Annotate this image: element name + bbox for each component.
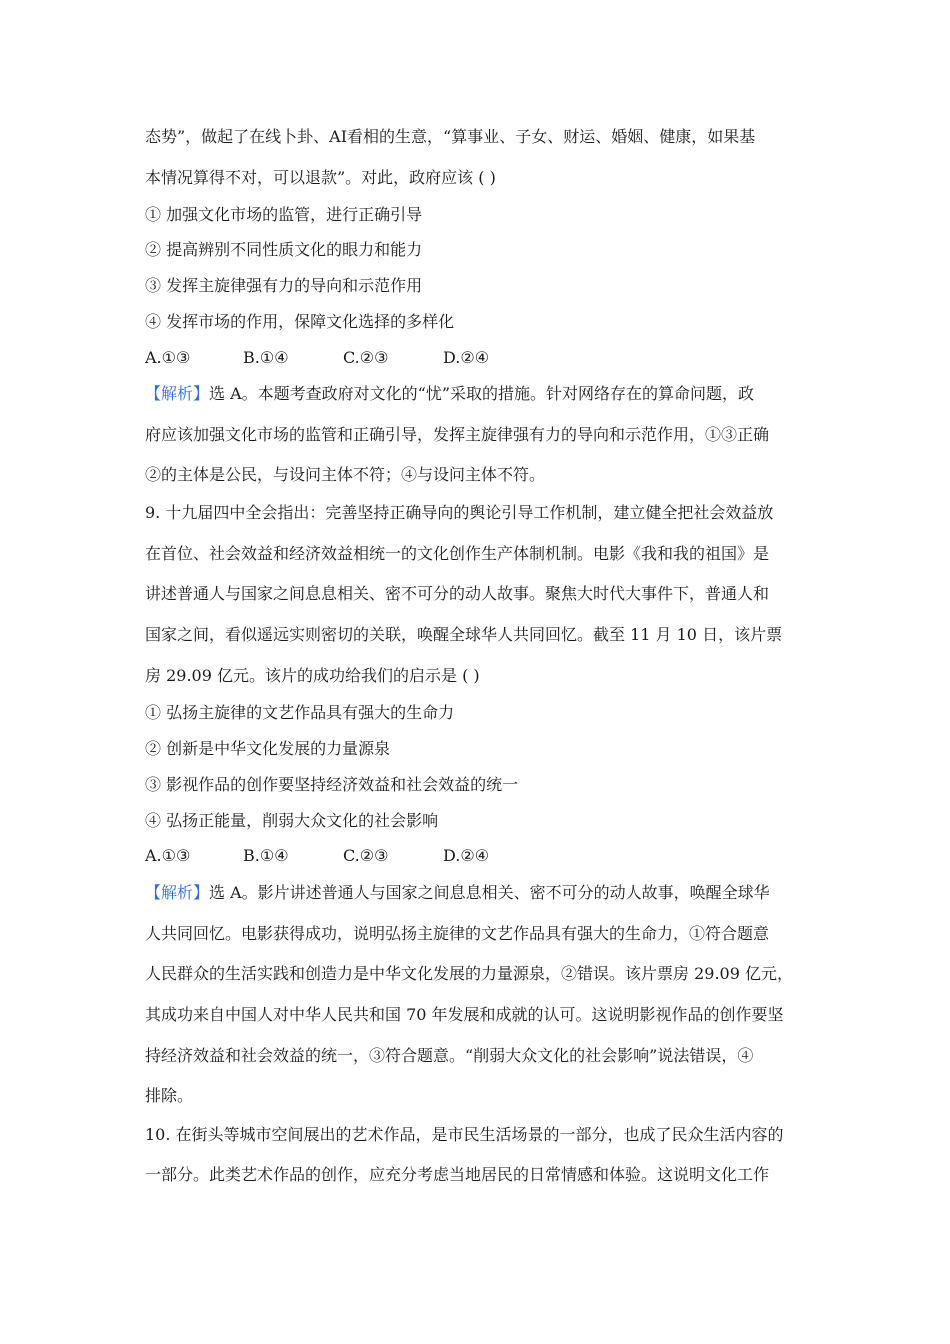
q9-choices [145,846,489,866]
q8-stem-line-1: 态势”，做起了在线卜卦、AI看相的生意，“算事业、子女、财运、婚姻、健康，如果基 [145,127,756,146]
q9-analysis-text-1: 选 A。影片讲述普通人与国家之间息息相关、密不可分的动人故事，唤醒全球华 [209,883,770,902]
q9-analysis-line-6: 排除。 [145,1086,194,1105]
q8-item-3: ③ 发挥主旋律强有力的导向和示范作用 [145,276,423,295]
q10-stem-line-1: 10. 在街头等城市空间展出的艺术作品，是市民生活场景的一部分，也成了民众生活内容的 [145,1125,784,1144]
q9-analysis-tag: 【解析】 [145,883,210,902]
q8-choice-c: C.②③ [343,348,389,367]
q9-item-1: ① 弘扬主旋律的文艺作品具有强大的生命力 [145,703,455,722]
q8-analysis-line-1 [145,384,754,404]
q9-stem-line-5: 房 29.09 亿元。该片的成功给我们的启示是 ( ) [145,666,480,685]
q8-choice-d: D.②④ [443,348,490,367]
q9-analysis-line-4: 其成功来自中国人对中华人民共和国 70 年发展和成就的认可。这说明影视作品的创作要坚 [145,1005,784,1024]
q9-stem-line-3: 讲述普通人与国家之间息息相关、密不可分的动人故事。聚焦大时代大事件下，普通人和 [145,584,770,603]
q9-choice-b: B.①④ [243,846,289,865]
q8-analysis-line-3: ②的主体是公民，与设问主体不符；④与设问主体不符。 [145,465,546,484]
q9-item-2: ② 创新是中华文化发展的力量源泉 [145,739,391,758]
q8-choices [145,348,489,368]
q9-choice-d: D.②④ [443,846,490,865]
q8-choice-b: B.①④ [243,348,289,367]
q9-analysis-line-3: 人民群众的生活实践和创造力是中华文化发展的力量源泉，②错误。该片票房 29.09 亿元， [145,964,793,983]
q9-analysis-line-5: 持经济效益和社会效益的统一，③符合题意。“削弱大众文化的社会影响”说法错误，④ [145,1046,754,1065]
q10-stem-line-2: 一部分。此类艺术作品的创作，应充分考虑当地居民的日常情感和体验。这说明文化工作 [145,1165,770,1184]
q9-choice-c: C.②③ [343,846,389,865]
q8-stem-line-2: 本情况算得不对，可以退款”。对此，政府应该 ( ) [145,168,496,187]
q9-item-4: ④ 弘扬正能量，削弱大众文化的社会影响 [145,811,439,830]
q8-item-1: ① 加强文化市场的监管，进行正确引导 [145,205,423,224]
q9-analysis-line-2: 人共同回忆。电影获得成功，说明弘扬主旋律的文艺作品具有强大的生命力，①符合题意 [145,924,770,943]
q8-analysis-text-1: 选 A。本题考查政府对文化的“忧”采取的措施。针对网络存在的算命问题，政 [209,384,755,403]
q8-item-4: ④ 发挥市场的作用，保障文化选择的多样化 [145,312,455,331]
q8-analysis-tag: 【解析】 [145,384,210,403]
q9-stem-line-4: 国家之间，看似遥远实则密切的关联，唤醒全球华人共同回忆。截至 11 月 10 日，该片票 [145,625,783,644]
q8-item-2: ② 提高辨别不同性质文化的眼力和能力 [145,240,423,259]
q8-analysis-line-2: 府应该加强文化市场的监管和正确引导，发挥主旋律强有力的导向和示范作用，①③正确 [145,425,770,444]
q8-choice-a: A.①③ [145,348,191,367]
q9-stem-line-1: 9. 十九届四中全会指出：完善坚持正确导向的舆论引导工作机制，建立健全把社会效益放 [145,503,774,522]
q9-choice-a: A.①③ [145,846,191,865]
q9-analysis-line-1 [145,883,770,903]
q9-stem-line-2: 在首位、社会效益和经济效益相统一的文化创作生产体制机制。电影《我和我的祖国》是 [145,544,770,563]
q9-item-3: ③ 影视作品的创作要坚持经济效益和社会效益的统一 [145,775,519,794]
